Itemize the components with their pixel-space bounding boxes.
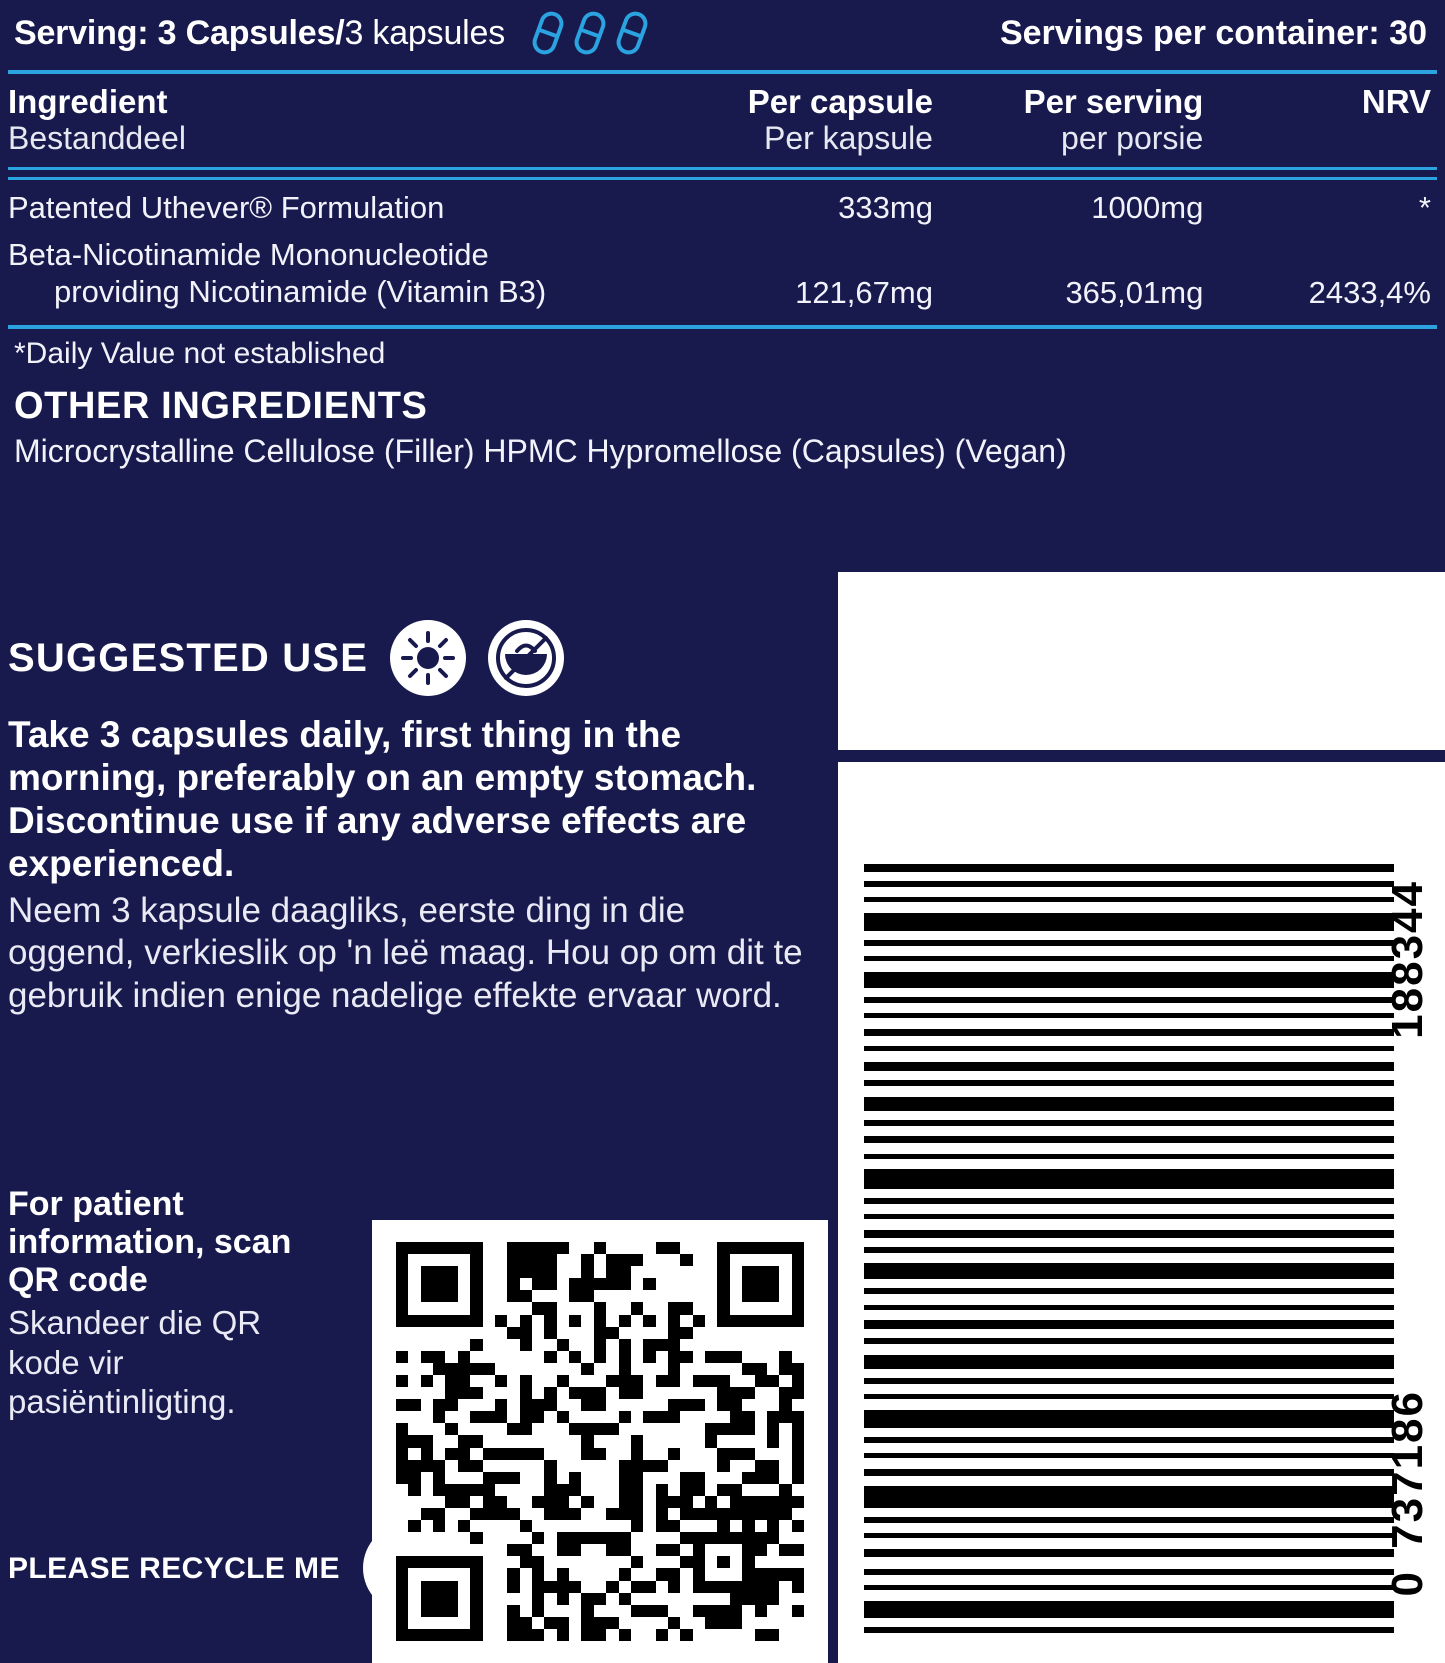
row-1-nrv: * xyxy=(1418,189,1431,225)
qr-code[interactable] xyxy=(372,1220,828,1663)
qr-instruction-af: Skandeer die QR kode vir pasiëntinligting. xyxy=(8,1304,262,1421)
barcode-panel xyxy=(838,762,1445,1663)
row-2-per-serving xyxy=(933,227,1203,312)
serving-size xyxy=(14,14,505,53)
no-food-icon-svg xyxy=(495,627,557,689)
suggested-use-title: SUGGESTED USE xyxy=(8,635,369,680)
serving-size-af: 3 kapsules xyxy=(344,13,506,52)
table-header-row-af xyxy=(8,121,1437,167)
servings-per-container: Servings per container: 30 xyxy=(999,13,1427,52)
row-2-per-serving-value: 365,01mg xyxy=(1065,274,1204,310)
row-1-name: Patented Uthever® Formulation xyxy=(8,189,445,225)
row-2-nrv-value: 2433,4% xyxy=(1308,274,1431,310)
serving-row xyxy=(8,0,1437,70)
capsule-icon xyxy=(613,10,651,56)
capsule-icons xyxy=(529,10,651,56)
ingredients-table xyxy=(8,74,1437,167)
sun-icon xyxy=(390,620,466,696)
qr-code-grid xyxy=(396,1242,804,1641)
daily-value-footnote: *Daily Value not established xyxy=(14,337,386,371)
header-ingredient-af: Bestanddeel xyxy=(8,119,186,156)
header-per-serving-en: Per serving xyxy=(1023,83,1204,120)
row-2-name xyxy=(8,227,677,312)
row-2-per-capsule-value: 121,67mg xyxy=(795,274,933,310)
suggested-use-section xyxy=(8,620,818,1018)
capsule-icon xyxy=(529,10,567,56)
other-ingredients-body: Microcrystalline Cellulose (Filler) HPMC Hypromellose (Capsules) (Vegan) xyxy=(14,433,1067,470)
capsule-icon xyxy=(571,10,609,56)
no-food-icon xyxy=(488,620,564,696)
qr-instruction-en: For patient information, scan QR code xyxy=(8,1185,292,1300)
qr-instruction-block xyxy=(8,1185,338,1422)
table-header-row xyxy=(8,74,1437,121)
header-per-capsule-en: Per capsule xyxy=(747,83,933,120)
row-2-per-capsule xyxy=(677,227,933,312)
serving-size-en: Serving: 3 Capsules/ xyxy=(14,13,345,52)
barcode-digits-bottom: 0 xyxy=(1383,1570,1432,1597)
barcode-bars xyxy=(864,864,1394,1609)
row-1-per-capsule: 333mg xyxy=(838,189,933,225)
recycle-text: PLEASE RECYCLE ME xyxy=(8,1551,340,1585)
other-ingredients-heading: OTHER INGREDIENTS xyxy=(14,385,428,428)
sun-icon-svg xyxy=(399,629,457,687)
suggested-use-text-en: Take 3 capsules daily, first thing in the morning, preferably on an empty stomach. Discontinue use if any adverse effects are experienced. xyxy=(8,714,757,884)
ingredients-body xyxy=(8,180,1437,312)
header-per-capsule-af: Per kapsule xyxy=(763,119,933,156)
row-2-name-sub: providing Nicotinamide (Vitamin B3) xyxy=(54,274,547,310)
suggested-use-header xyxy=(8,620,818,706)
table-row xyxy=(8,180,1437,227)
table-row xyxy=(8,227,1437,312)
barcode-digits xyxy=(1377,870,1437,1610)
header-nrv-af xyxy=(1203,121,1437,167)
row-2-nrv xyxy=(1203,227,1437,312)
header-nrv: NRV xyxy=(1361,83,1431,120)
suggested-use-text-af: Neem 3 kapsule daagliks, eerste ding in die oggend, verkieslik op 'n leë maag. Hou op om dit te gebruik indien enige nadelige effekte ervaar word. xyxy=(8,890,803,1015)
row-2-name-main: Beta-Nicotinamide Mononucleotide xyxy=(8,236,489,272)
header-ingredient-en: Ingredient xyxy=(8,83,168,120)
supplement-facts-panel xyxy=(0,0,1445,471)
row-1-per-serving: 1000mg xyxy=(1091,189,1204,225)
header-per-serving-af: per porsie xyxy=(1061,119,1204,156)
blank-white-panel xyxy=(838,572,1445,750)
barcode-digits-top: 188344 xyxy=(1383,880,1432,1039)
serving-left xyxy=(14,10,651,56)
barcode-digits-mid: 737186 xyxy=(1383,1390,1432,1549)
